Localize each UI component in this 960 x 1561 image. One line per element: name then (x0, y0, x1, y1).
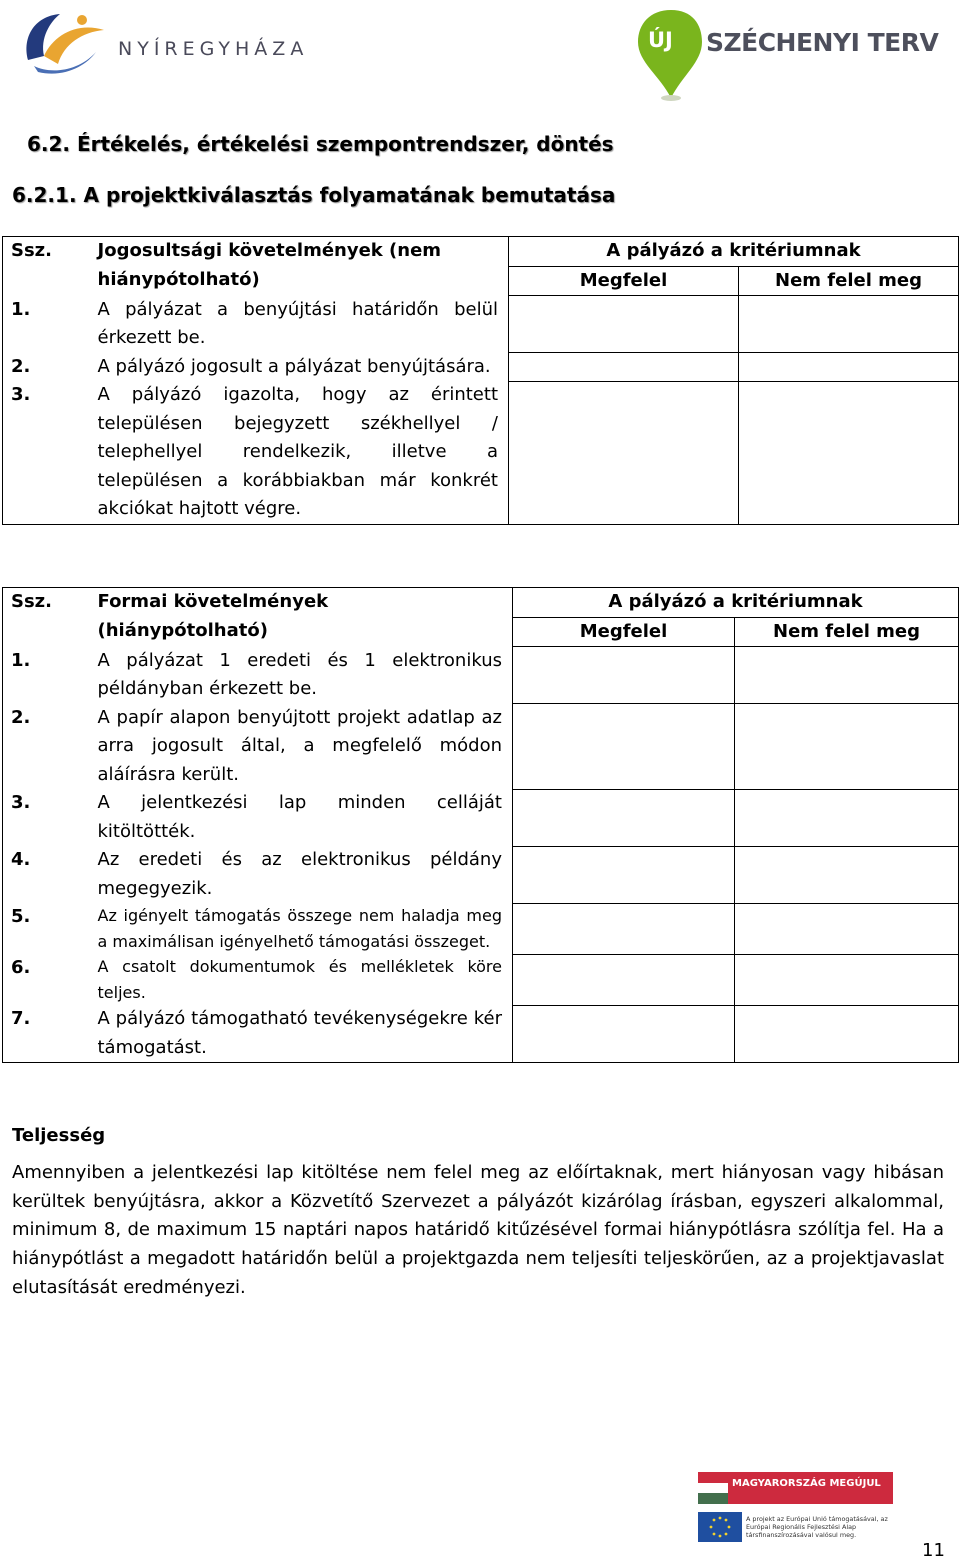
megfelel-cell[interactable] (513, 954, 735, 1005)
nem-felel-meg-cell[interactable] (735, 903, 959, 954)
eu-funding-text: A projekt az Európai Unió támogatásával, az Európai Regionális Fejlesztési Alap társfinanszírozásával valósul meg. (746, 1515, 888, 1539)
group-header: A pályázó a kritériumnak (513, 588, 959, 618)
row-number: 2. (3, 353, 87, 382)
nem-felel-meg-cell[interactable] (735, 846, 959, 903)
city-name: NYÍREGYHÁZA (118, 38, 309, 60)
row-number: 6. (3, 954, 87, 1005)
szechenyi-pin-icon (636, 6, 706, 102)
col-title: Formai követelmények (hiánypótolható) (87, 588, 513, 647)
formal-requirements-table (2, 587, 959, 1063)
megfelel-cell[interactable] (513, 903, 735, 954)
subsection-heading: 6.2.1. A projektkiválasztás folyamatának bemutatása (12, 183, 616, 207)
row-number: 1. (3, 296, 87, 353)
row-number: 5. (3, 903, 87, 954)
eu-flag-icon (698, 1512, 742, 1542)
row-number: 2. (3, 704, 87, 790)
megfelel-cell[interactable] (513, 704, 735, 790)
nyiregyhaza-logo (20, 8, 340, 78)
row-text: A pályázat a benyújtási határidőn belül érkezett be. (87, 296, 509, 353)
nyiregyhaza-logo-icon (20, 8, 116, 78)
col-ssz: Ssz. (3, 588, 87, 647)
col-megfelel: Megfelel (513, 617, 735, 647)
row-text: A jelentkezési lap minden celláját kitöltötték. (87, 789, 513, 846)
eligibility-table (2, 236, 959, 525)
row-text: A pályázó jogosult a pályázat benyújtására. (87, 353, 509, 382)
col-megfelel: Megfelel (509, 266, 739, 296)
col-ssz: Ssz. (3, 237, 87, 296)
row-number: 1. (3, 647, 87, 704)
section-heading: 6.2. Értékelés, értékelési szempontrendszer, döntés (27, 132, 614, 156)
megfelel-cell[interactable] (509, 381, 739, 524)
completeness-paragraph: Amennyiben a jelentkezési lap kitöltése nem felel meg az előírtaknak, mert hiányosan vagy hibásan kerültek benyújtásra, akkor a Közvetítő Szervezet a pályázót kizárólag írásban, egyszeri alkalommal, minimum 8, de maximum 15 naptári napos határidő kitűzésével formai hiánypótlásra szólítja fel. Ha a hiánypótlást a megadott határidőn belül a projektgazda nem teljesíti teljeskörűen, az a projektjavaslat elutasítását eredményezi. (12, 1162, 944, 1298)
page-number: 11 (922, 1540, 945, 1561)
row-number: 7. (3, 1005, 87, 1063)
col-nem-felel-meg: Nem felel meg (739, 266, 959, 296)
table-row (3, 954, 959, 1005)
megfelel-cell[interactable] (513, 1005, 735, 1063)
table-row (3, 704, 959, 790)
table-row (3, 353, 959, 382)
row-text: A pályázó igazolta, hogy az érintett településen bejegyzett székhellyel / telephellyel rendelkezik, illetve a településen a korábbiakban már konkrét akciókat hajtott végre. (87, 381, 509, 524)
banner-text: MAGYARORSZÁG MEGÚJUL (732, 1478, 881, 1489)
nem-felel-meg-cell[interactable] (739, 353, 959, 382)
megfelel-cell[interactable] (509, 296, 739, 353)
nem-felel-meg-cell[interactable] (735, 954, 959, 1005)
row-text: Az igényelt támogatás összege nem haladja meg a maximálisan igényelhető támogatási összeget. (87, 903, 513, 954)
footer-logos (698, 1472, 898, 1552)
row-number: 3. (3, 381, 87, 524)
row-text: A pályázat 1 eredeti és 1 elektronikus példányban érkezett be. (87, 647, 513, 704)
table-row (3, 296, 959, 353)
table-row (3, 846, 959, 903)
row-number: 3. (3, 789, 87, 846)
program-name: SZÉCHENYI TERV (706, 28, 939, 57)
table-header-row (3, 237, 959, 267)
nem-felel-meg-cell[interactable] (735, 789, 959, 846)
megfelel-cell[interactable] (513, 647, 735, 704)
col-nem-felel-meg: Nem felel meg (735, 617, 959, 647)
row-text: Az eredeti és az elektronikus példány megegyezik. (87, 846, 513, 903)
row-text: A papír alapon benyújtott projekt adatlap az arra jogosult által, a megfelelő módon aláírásra került. (87, 704, 513, 790)
group-header: A pályázó a kritériumnak (509, 237, 959, 267)
table-row (3, 789, 959, 846)
nem-felel-meg-cell[interactable] (735, 647, 959, 704)
megfelel-cell[interactable] (509, 353, 739, 382)
table-row (3, 647, 959, 704)
row-number: 4. (3, 846, 87, 903)
table-row (3, 381, 959, 524)
megfelel-cell[interactable] (513, 846, 735, 903)
table-header-row (3, 588, 959, 618)
row-text: A pályázó támogatható tevékenységekre kér támogatást. (87, 1005, 513, 1063)
row-text: A csatolt dokumentumok és mellékletek köre teljes. (87, 954, 513, 1005)
nem-felel-meg-cell[interactable] (735, 1005, 959, 1063)
nem-felel-meg-cell[interactable] (735, 704, 959, 790)
completeness-heading: Teljesség (12, 1125, 106, 1146)
nem-felel-meg-cell[interactable] (739, 381, 959, 524)
table-row (3, 1005, 959, 1063)
uj-label: ÚJ (648, 28, 673, 52)
nem-felel-meg-cell[interactable] (739, 296, 959, 353)
szechenyi-logo (636, 6, 939, 102)
megfelel-cell[interactable] (513, 789, 735, 846)
col-title: Jogosultsági követelmények (nem hiánypótolható) (87, 237, 509, 296)
table-row (3, 903, 959, 954)
